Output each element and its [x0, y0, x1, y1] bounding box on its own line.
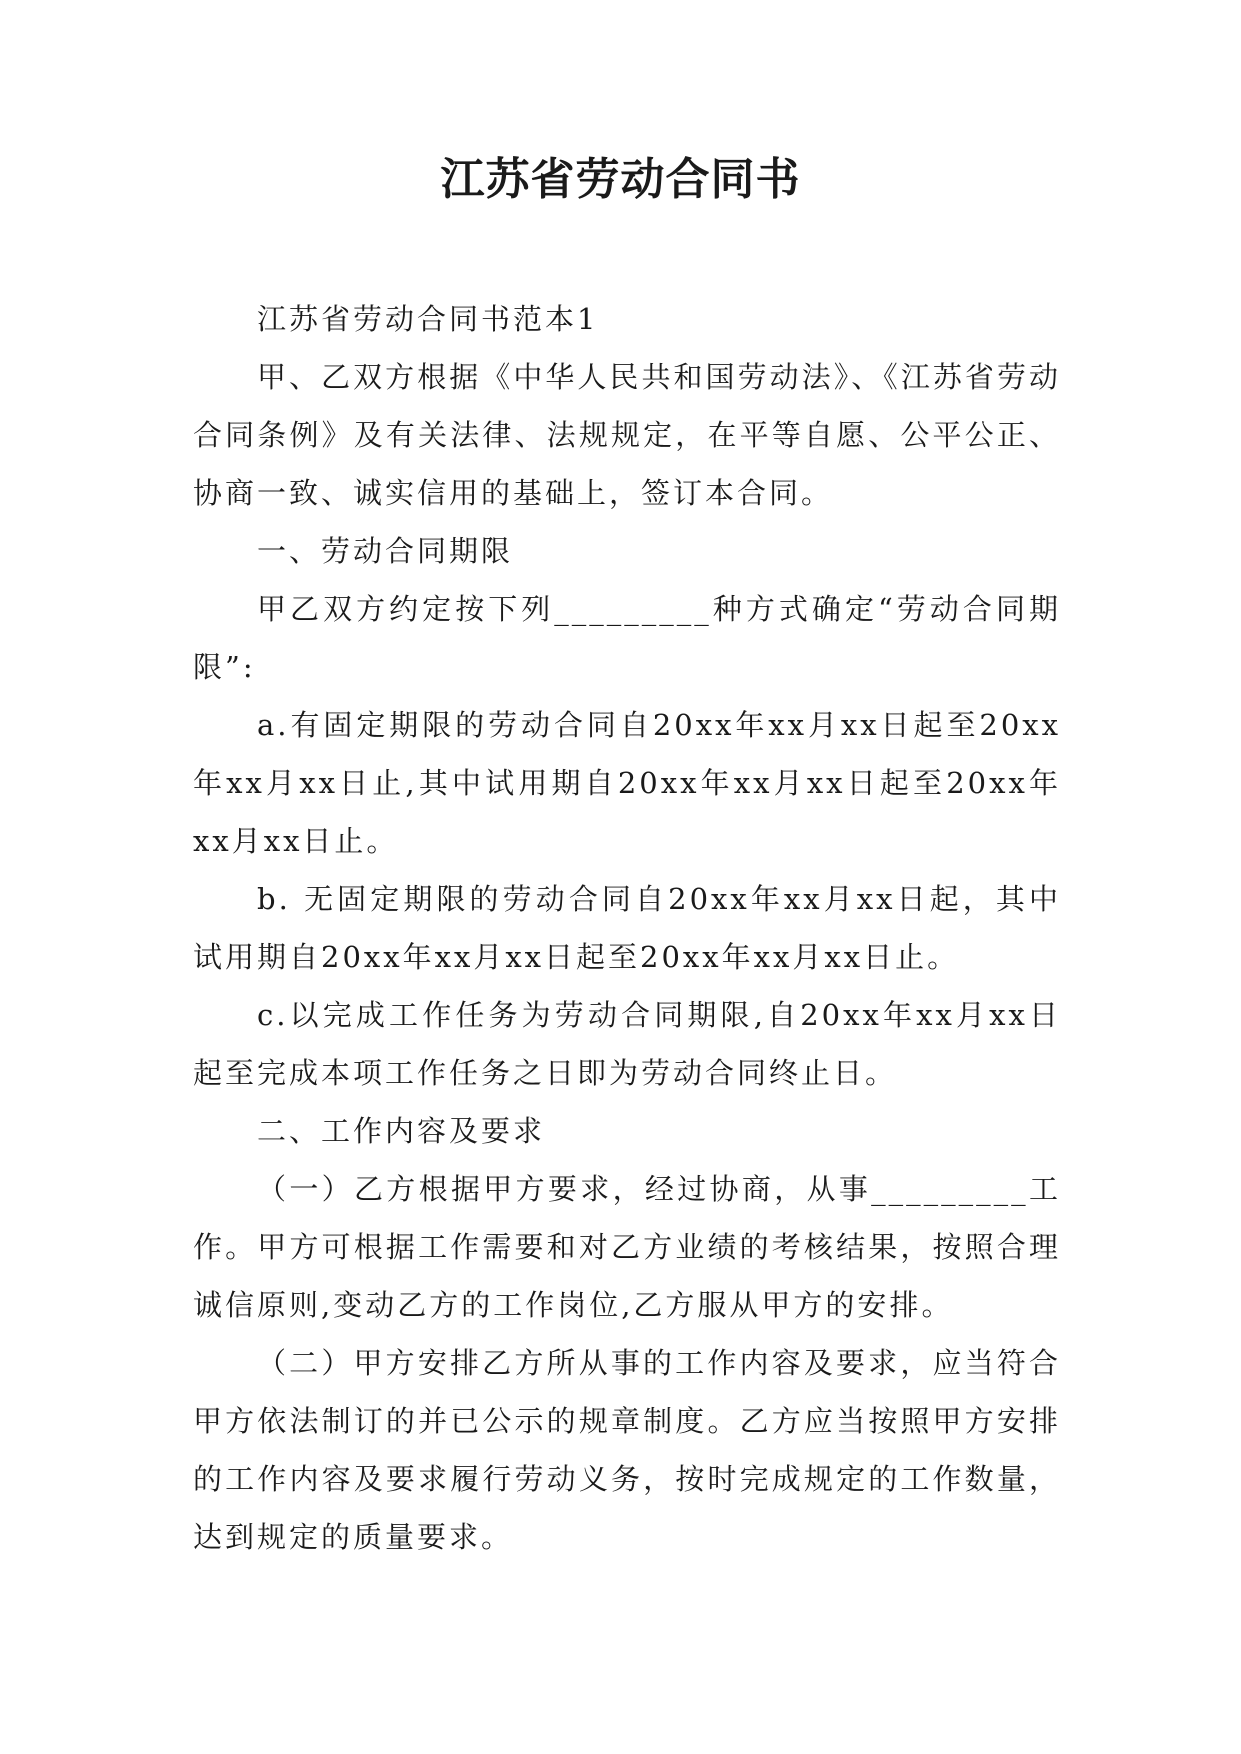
document-title: 江苏省劳动合同书	[440, 154, 801, 205]
section-heading-work: 二、工作内容及要求	[257, 1114, 546, 1148]
section-heading-term: 一、劳动合同期限	[257, 534, 514, 568]
term-option-a: a.有固定期限的劳动合同自20xx年xx月xx日起至20xx年xx月xx日止,其中试用期自20xx年xx月xx日起至20xx年xx月xx日止。	[193, 708, 1061, 858]
work-clause-2: （二）甲方安排乙方所从事的工作内容及要求，应当符合甲方依法制订的并已公示的规章制度。乙方应当按照甲方安排的工作内容及要求履行劳动义务，按时完成规定的工作数量，达到规定的质量要求。	[193, 1346, 1061, 1554]
work-clause-1: （一）乙方根据甲方要求，经过协商，从事_________工作。甲方可根据工作需要和对乙方业绩的考核结果，按照合理诚信原则,变动乙方的工作岗位,乙方服从甲方的安排。	[193, 1172, 1061, 1322]
preamble-paragraph: 甲、乙双方根据《中华人民共和国劳动法》、《江苏省劳动合同条例》及有关法律、法规规定，在平等自愿、公平公正、协商一致、诚实信用的基础上，签订本合同。	[193, 360, 1061, 510]
sample-heading: 江苏省劳动合同书范本1	[257, 302, 599, 336]
term-option-b: b. 无固定期限的劳动合同自20xx年xx月xx日起，其中试用期自20xx年xx月xx日起至20xx年xx月xx日止。	[193, 882, 1061, 974]
term-option-c: c.以完成工作任务为劳动合同期限,自20xx年xx月xx日起至完成本项工作任务之日即为劳动合同终止日。	[193, 998, 1061, 1090]
document-body	[193, 290, 1061, 1566]
term-method-paragraph: 甲乙双方约定按下列_________种方式确定“劳动合同期限”:	[193, 592, 1061, 684]
